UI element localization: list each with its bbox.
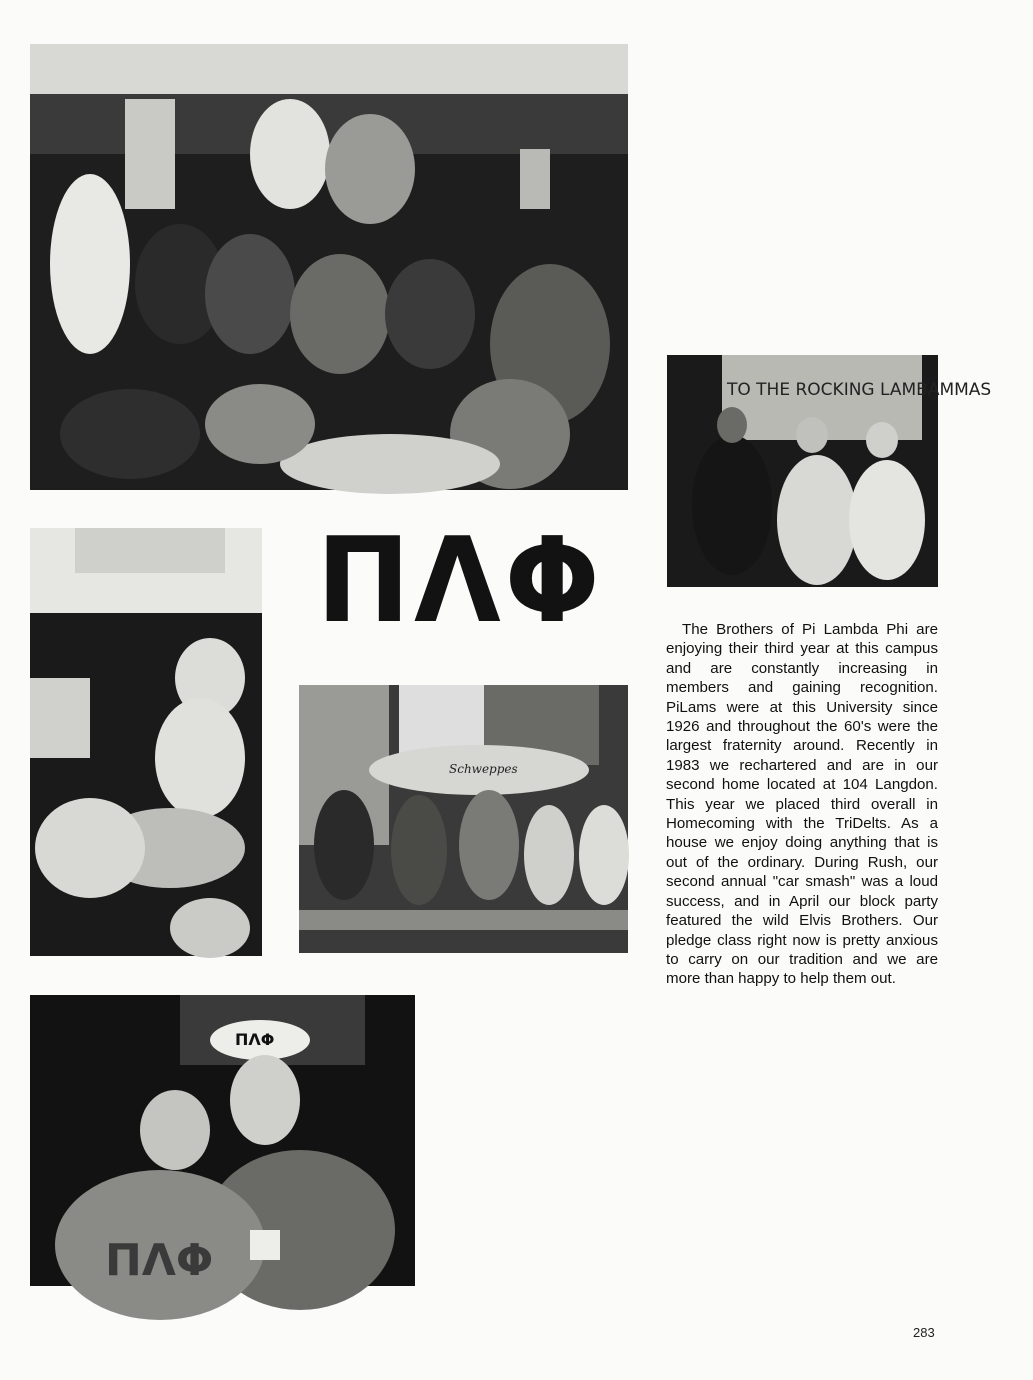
umbrella-text: Schweppes	[449, 762, 518, 776]
girls-photo-image	[30, 995, 415, 1286]
banner-photo	[667, 355, 992, 587]
outdoor-photo	[299, 685, 628, 953]
body-paragraph: The Brothers of Pi Lambda Phi are enjoying their third year at this campus and are constantly increasing in members and gaining recognition. PiLams were at this University since 1926 and throughout the 60's were the largest fraternity around. Recently in 1983 we rechartered and are in our second home located at 104 Langdon. This year we placed third overall in Homecoming with the TriDelts. As a house we enjoy doing anything that is out of the ordinary. During Rush, our second annual "car smash" was a loud success, and in April our block party featured the wild Elvis Brothers. Our pledge class right now is pretty anxious to carry on our tradition and we are more than happy to help them out.	[666, 621, 938, 988]
boxes-photo-image	[30, 528, 262, 956]
sweater-text: ΠΛΦ	[105, 1235, 214, 1286]
body-text	[666, 620, 938, 989]
greek-letters-heading: ΠΛΦ	[316, 511, 604, 649]
group-photo	[30, 44, 628, 490]
group-photo-image	[30, 44, 628, 490]
boxes-photo	[30, 528, 262, 956]
banner-text: TO THE ROCKING LAMBAMMAS	[727, 380, 992, 400]
girls-photo	[30, 995, 415, 1286]
page-number: 283	[913, 1325, 935, 1340]
banner-photo-image	[667, 355, 992, 587]
outdoor-photo-image	[299, 685, 628, 953]
cap-text: ΠΛΦ	[235, 1030, 275, 1049]
